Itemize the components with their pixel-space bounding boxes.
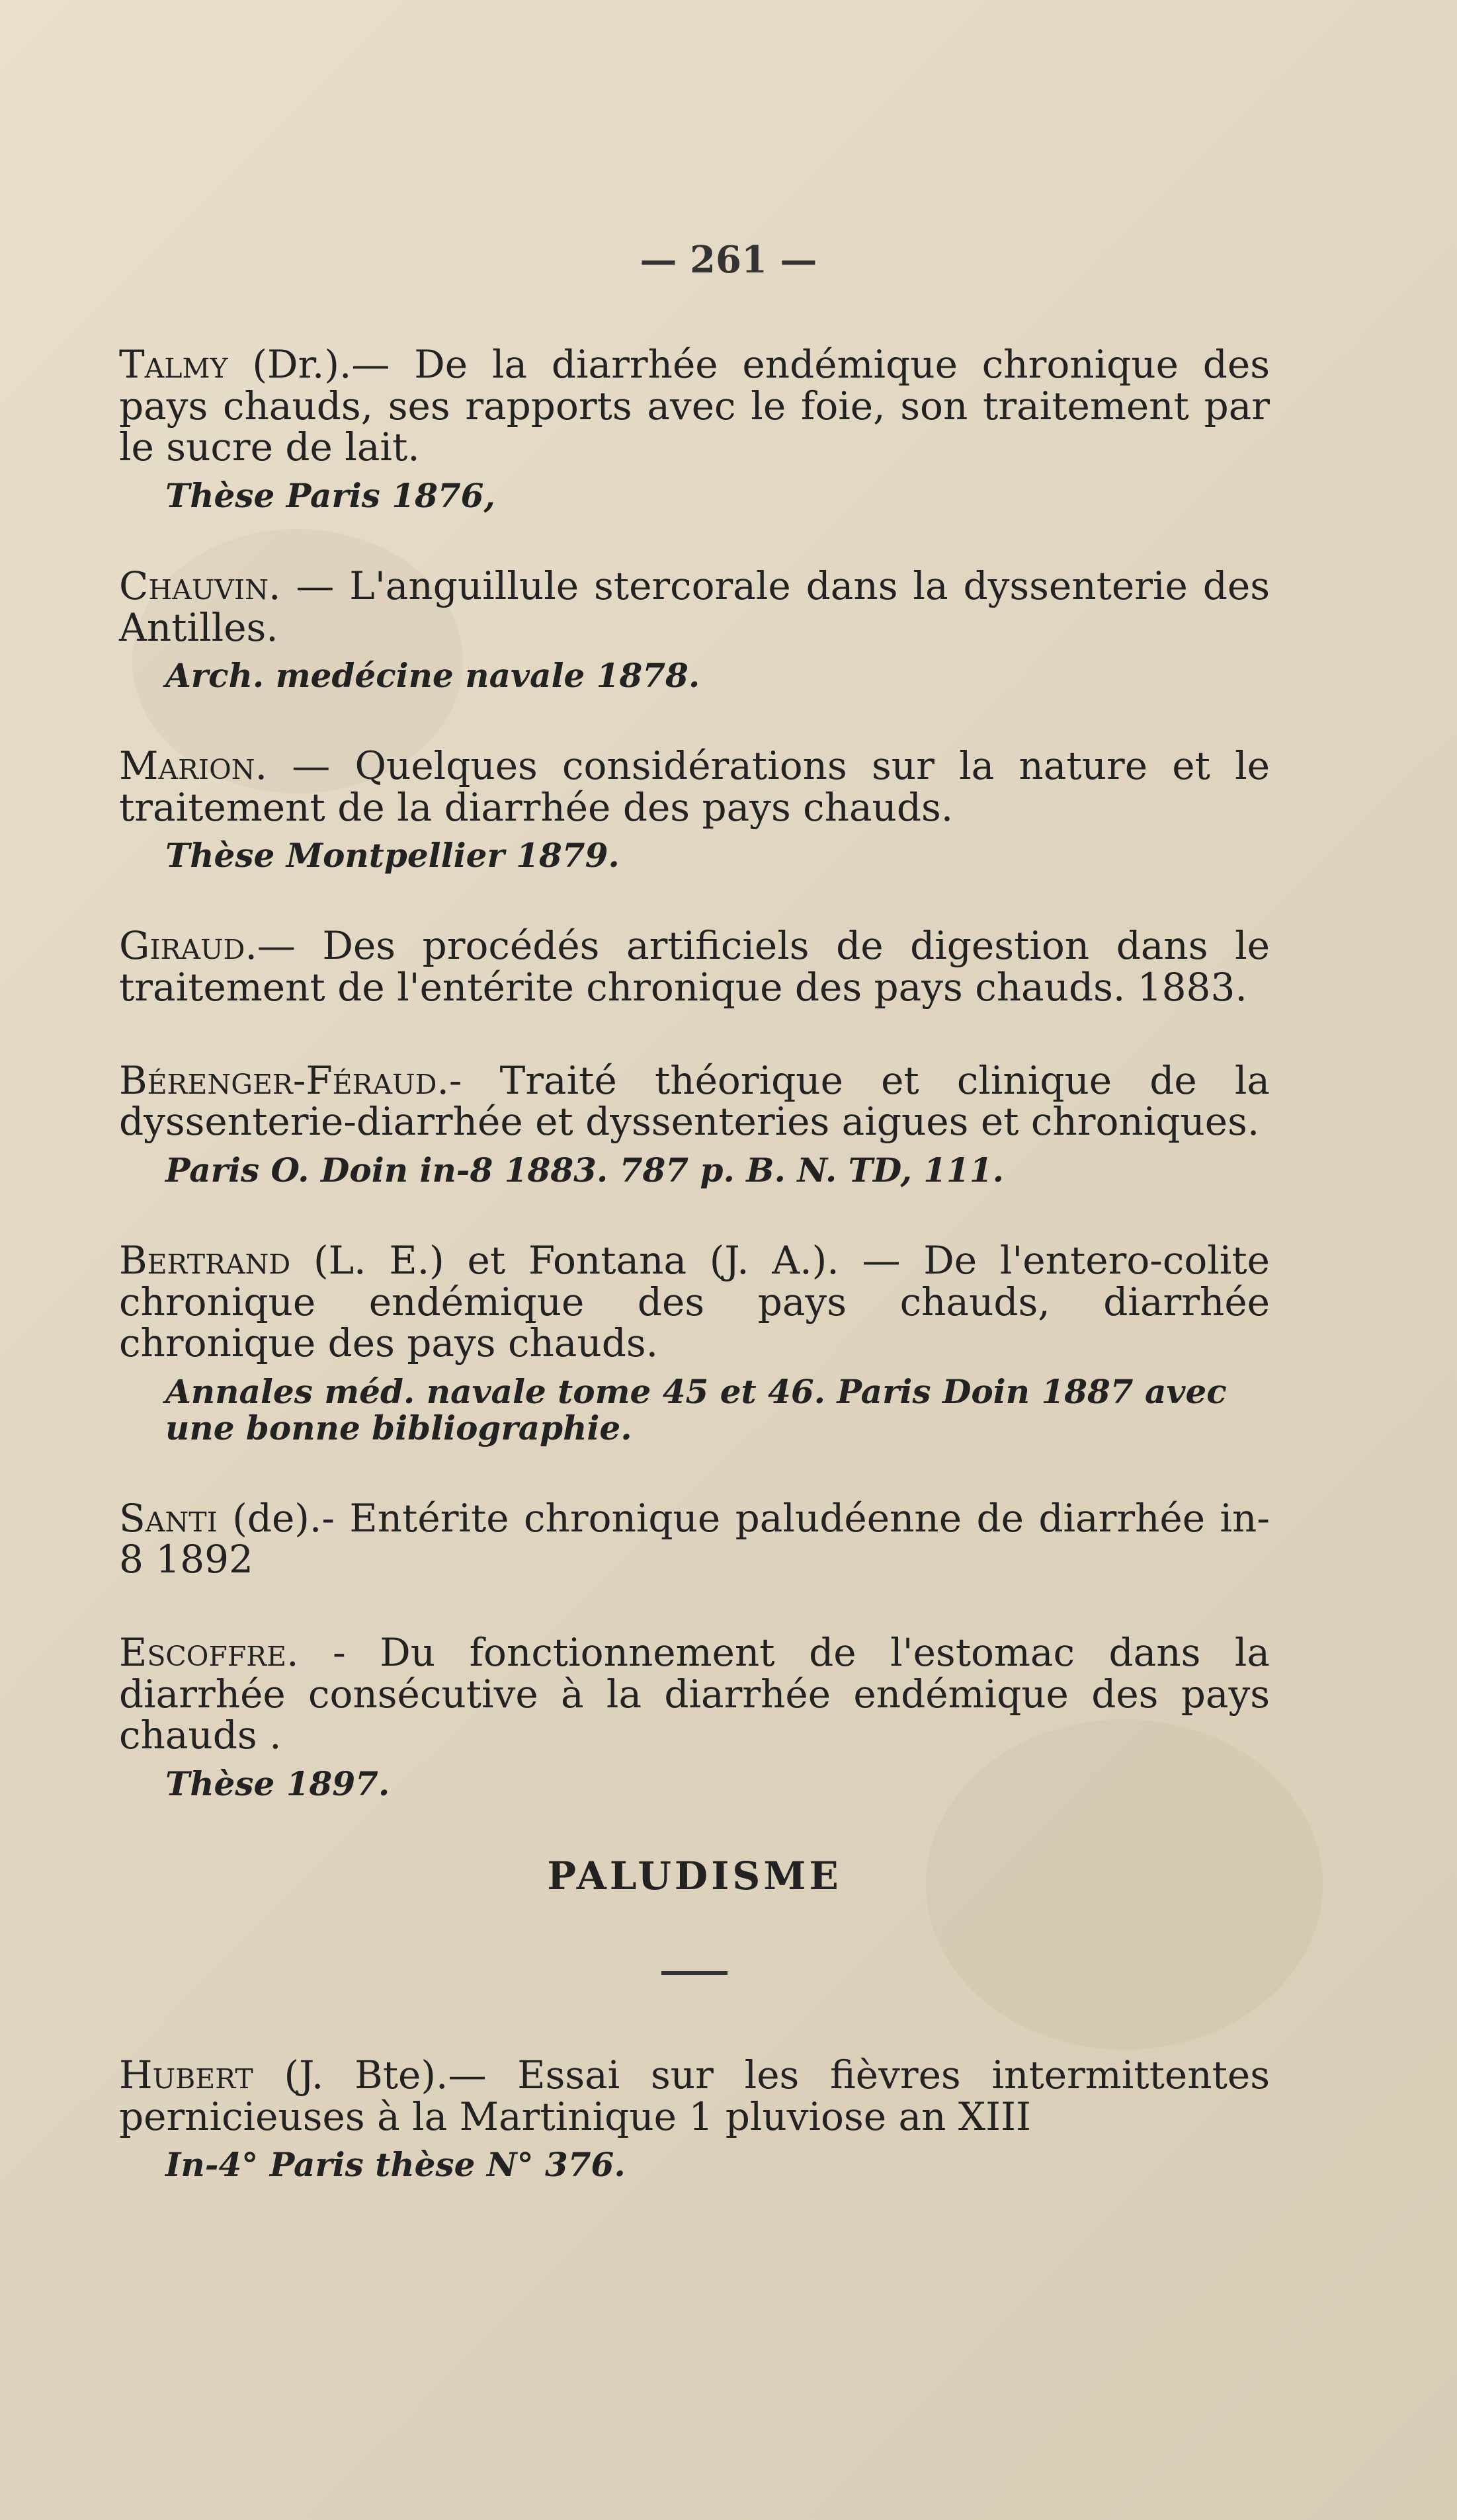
entry-author: Chauvin <box>119 563 269 608</box>
entry-author: Bérenger-Féraud <box>119 1057 437 1103</box>
entry-source: Thèse 1897. <box>165 1764 390 1803</box>
entry-author: Bertrand <box>119 1237 291 1283</box>
section-entries-list <box>119 2054 1270 2183</box>
page-number: — 261 — <box>640 238 817 282</box>
entry-author-suffix: . <box>268 563 281 608</box>
entry-author: Talmy <box>119 342 228 387</box>
entry-title: — De la diarrhée endémique chronique des pays chauds, ses rapports avec le foie, son traitement par le sucre de lait. <box>119 342 1270 470</box>
entry-author-suffix: . <box>286 1630 299 1675</box>
entry-author-suffix: (L. E.) et Fontana (J. A.). <box>290 1237 839 1283</box>
entry-author-suffix: . <box>437 1057 449 1103</box>
bibliography-entry <box>119 1632 1270 1802</box>
bibliography-entry <box>119 925 1270 1008</box>
entry-author-suffix: . <box>255 743 267 789</box>
section-divider <box>661 1971 728 1975</box>
entry-author: Hubert <box>119 2052 253 2097</box>
entry-author: Giraud <box>119 923 245 969</box>
bibliography-entry <box>119 1237 1270 1447</box>
entry-source: Arch. medécine navale 1878. <box>165 656 700 696</box>
bibliography-entry <box>119 565 1270 694</box>
entry-title: — L'anguillule stercorale dans la dyssenterie des Antilles. <box>119 563 1270 650</box>
entry-author-suffix: . <box>245 923 257 969</box>
entry-title: — Quelques considérations sur la nature et le traitement de la diarrhée des pays chauds. <box>119 743 1270 830</box>
entry-source: Thèse Montpellier 1879. <box>165 836 620 875</box>
entry-title: - Traité théorique et clinique de la dyssenterie-diarrhée et dyssenteries aigues et chroniques. <box>119 1057 1270 1145</box>
bibliography-entry <box>119 1495 1270 1582</box>
entry-author-suffix: (de). <box>217 1495 322 1541</box>
bibliography-entry <box>119 745 1270 874</box>
entry-source: Paris O. Doin in-8 1883. 787 p. B. N. TD, 111. <box>165 1150 1005 1190</box>
entry-title: — Essai sur les fièvres intermittentes pernicieuses à la Martinique 1 pluviose an XIII <box>119 2052 1270 2139</box>
bibliography <box>119 344 1270 2234</box>
bibliography-entry <box>119 2054 1270 2183</box>
bibliography-entry <box>119 1057 1270 1190</box>
entry-title: - Du fonctionnement de l'estomac dans la diarrhée consécutive à la diarrhée endémique des pays chauds . <box>119 1630 1270 1758</box>
entry-source: Thèse Paris 1876, <box>165 475 495 515</box>
entry-author-suffix: (Dr.). <box>228 342 352 387</box>
entry-author: Escoffre <box>119 1630 287 1675</box>
entry-author: Marion <box>119 743 255 789</box>
entry-title: — Des procédés artificiels de digestion dans le traitement de l'entérite chronique des pays chauds. 1883. <box>119 923 1270 1010</box>
entry-author-suffix: (J. Bte). <box>253 2052 448 2097</box>
entry-title: — De l'entero-colite chronique endémique des pays chauds, diarrhée chronique des pays chauds. <box>119 1237 1270 1366</box>
entry-source: Annales méd. navale tome 45 et 46. Paris Doin 1887 avec une bonne bibliographie. <box>165 1371 1227 1447</box>
bibliography-entry <box>119 344 1270 514</box>
entries-list <box>119 344 1270 1802</box>
section-title: PALUDISME <box>547 1853 842 1898</box>
entry-title: - Entérite chronique paludéenne de diarrhée in-8 1892 <box>119 1495 1270 1582</box>
entry-author: Santi <box>119 1495 218 1541</box>
entry-source: In-4° Paris thèse N° 376. <box>165 2145 626 2185</box>
